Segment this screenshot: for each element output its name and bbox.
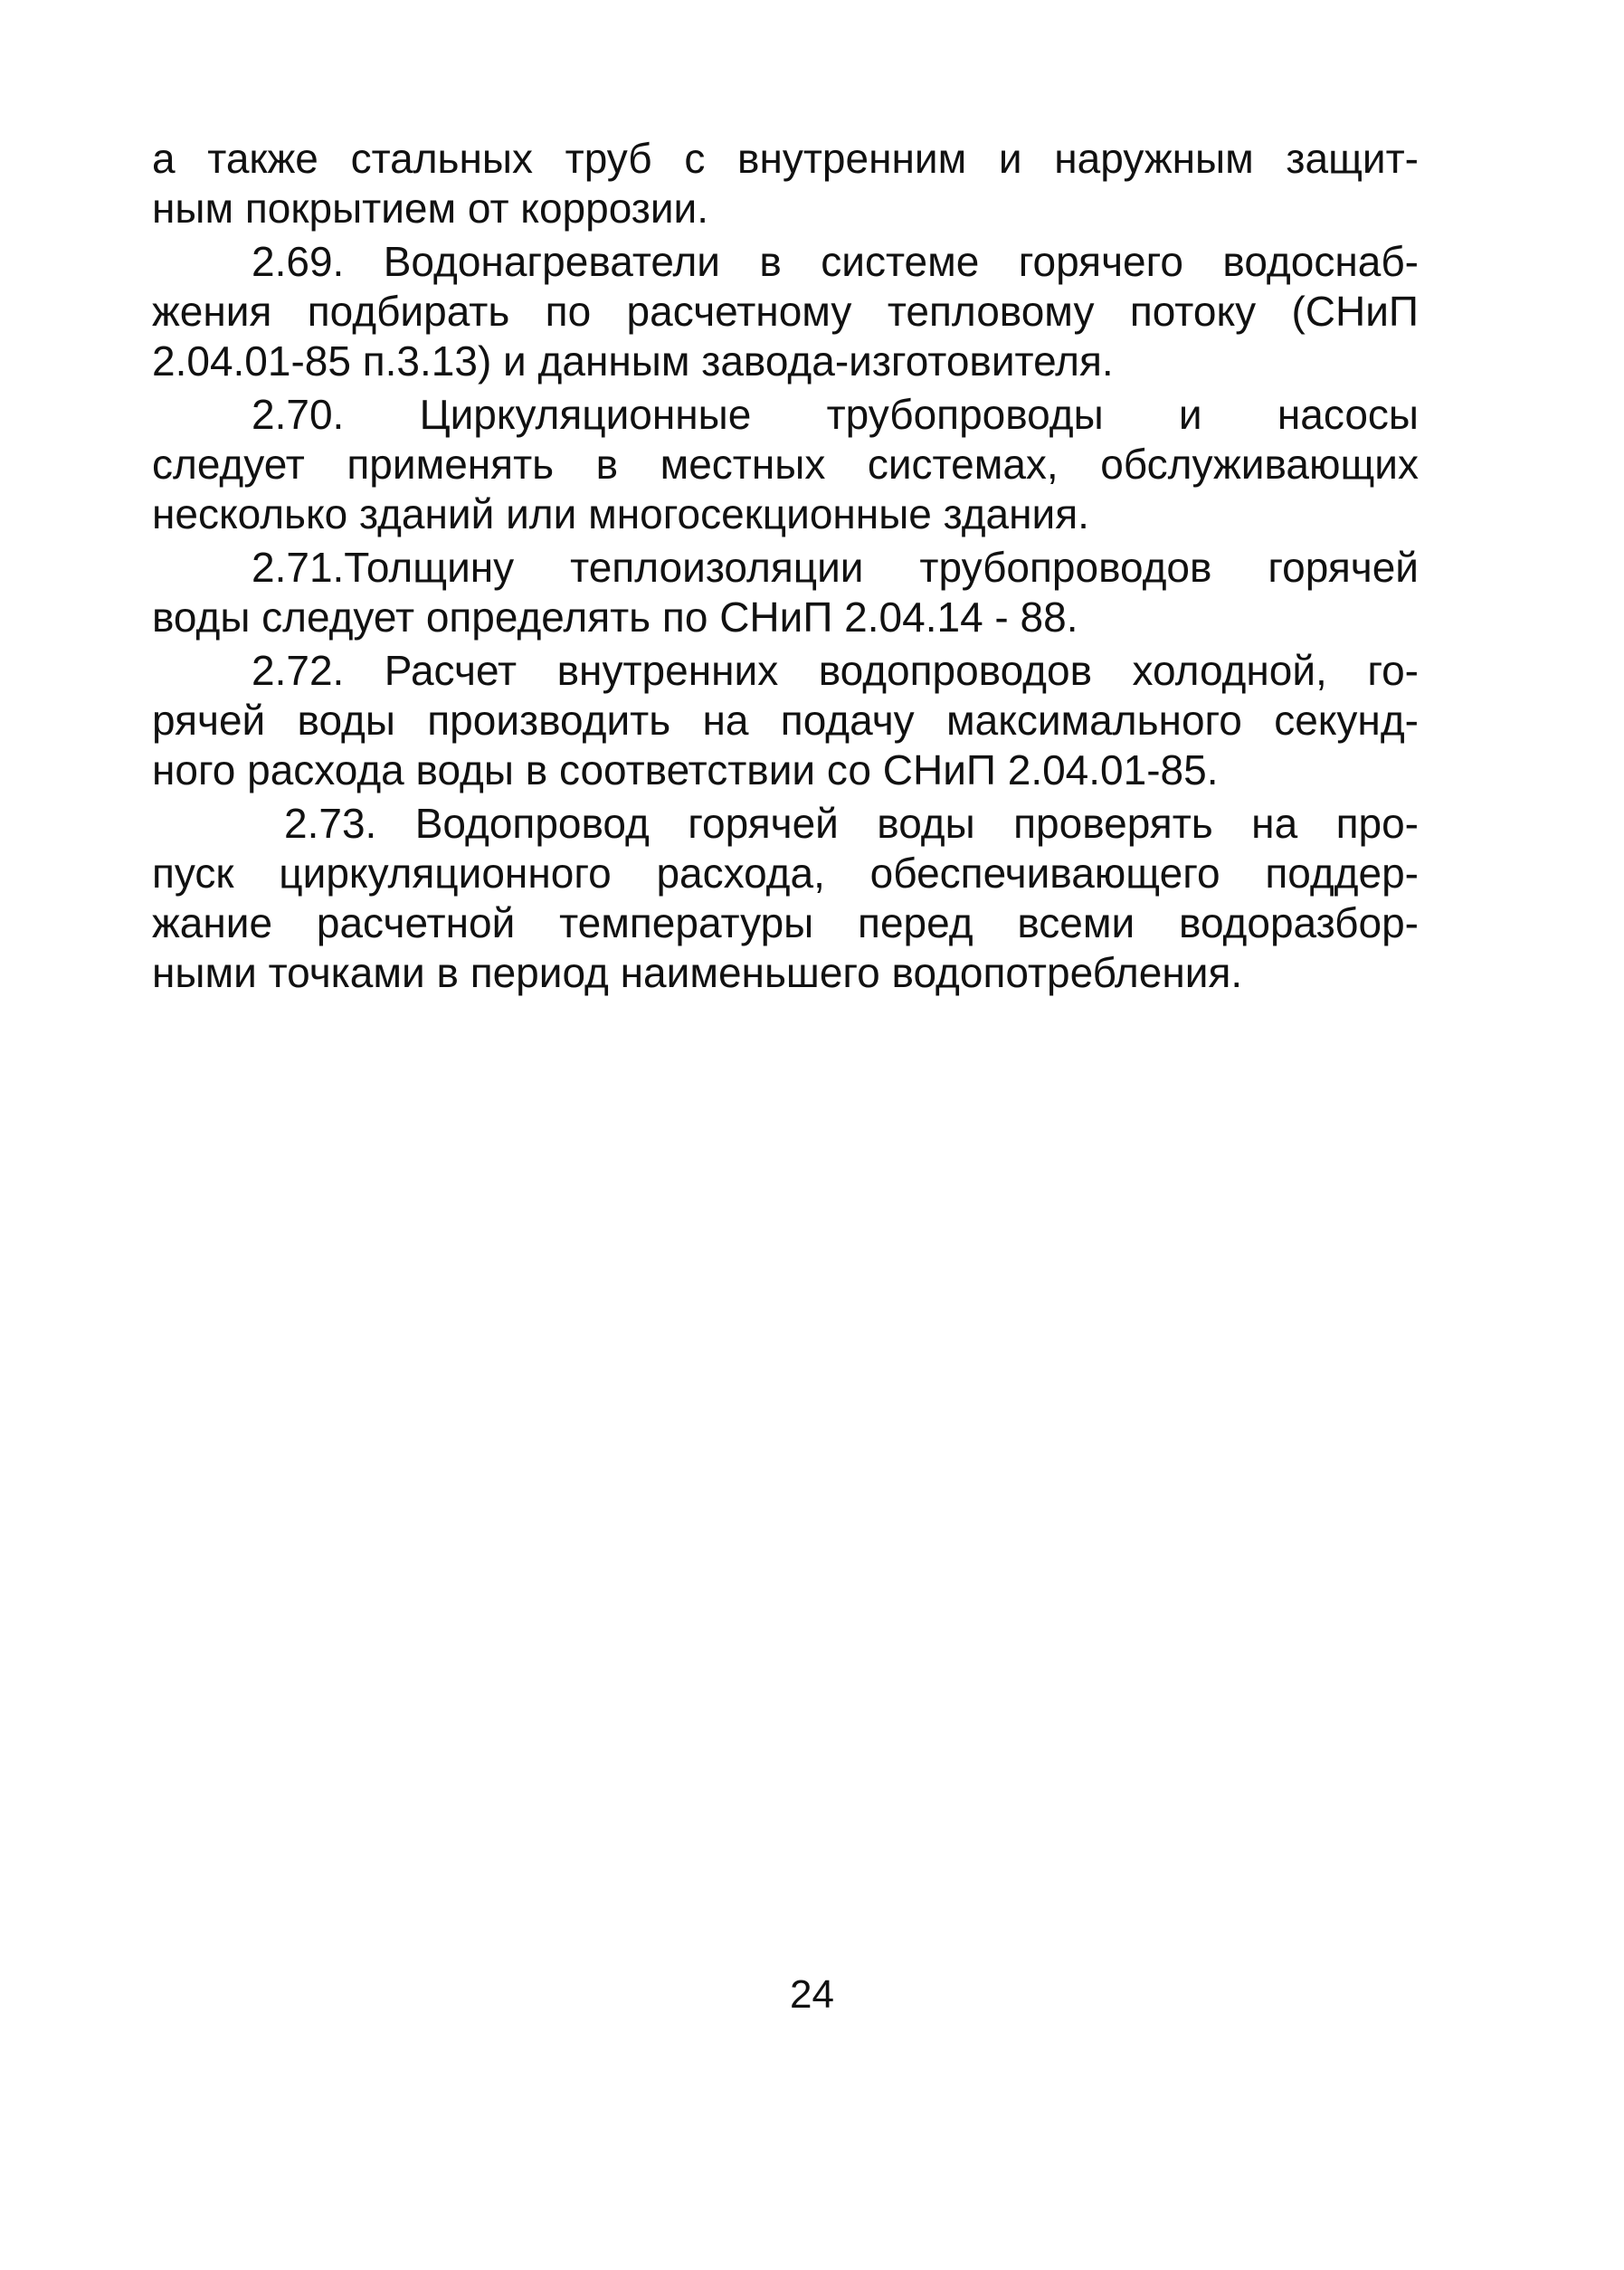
text-line: несколько зданий или многосекционные здания. (152, 490, 1089, 537)
text-line: воды следует определять по СНиП 2.04.14 - 88. (152, 594, 1078, 641)
text-line: ными точками в период наименьшего водопотребления. (152, 949, 1243, 996)
text-line: жание расчетной температуры перед всеми водоразбор- (152, 899, 1419, 946)
paragraph-2-72 (152, 646, 1419, 795)
paragraph-2-73 (152, 799, 1419, 998)
paragraph-intro (152, 134, 1419, 233)
text-line: рячей воды производить на подачу максимального секунд- (152, 697, 1419, 744)
text-line: а также стальных труб с внутренним и наружным защит- (152, 135, 1419, 182)
paragraph-2-69 (152, 237, 1419, 386)
text-line: 2.04.01-85 п.3.13) и данным завода-изготовителя. (152, 337, 1114, 385)
text-line: 2.69. Водонагреватели в системе горячего водоснаб- (252, 238, 1419, 285)
text-line: 2.70. Циркуляционные трубопроводы и насосы (252, 391, 1419, 438)
text-line: ного расхода воды в соответствии со СНиП 2.04.01-85. (152, 746, 1219, 793)
text-line: жения подбирать по расчетному тепловому потоку (СНиП (152, 288, 1419, 335)
body-text (152, 134, 1419, 998)
text-line: следует применять в местных системах, обслуживающих (152, 441, 1419, 488)
text-line: 2.71.Толщину теплоизоляции трубопроводов горячей (252, 544, 1419, 591)
paragraph-2-70 (152, 390, 1419, 539)
text-line: пуск циркуляционного расхода, обеспечивающего поддер- (152, 850, 1419, 897)
text-line: 2.72. Расчет внутренних водопроводов холодной, го- (252, 647, 1419, 694)
text-line: ным покрытием от коррозии. (152, 185, 709, 232)
text-line: 2.73. Водопровод горячей воды проверять на про- (284, 800, 1419, 847)
page-number: 24 (790, 1972, 834, 2017)
paragraph-2-71 (152, 543, 1419, 642)
